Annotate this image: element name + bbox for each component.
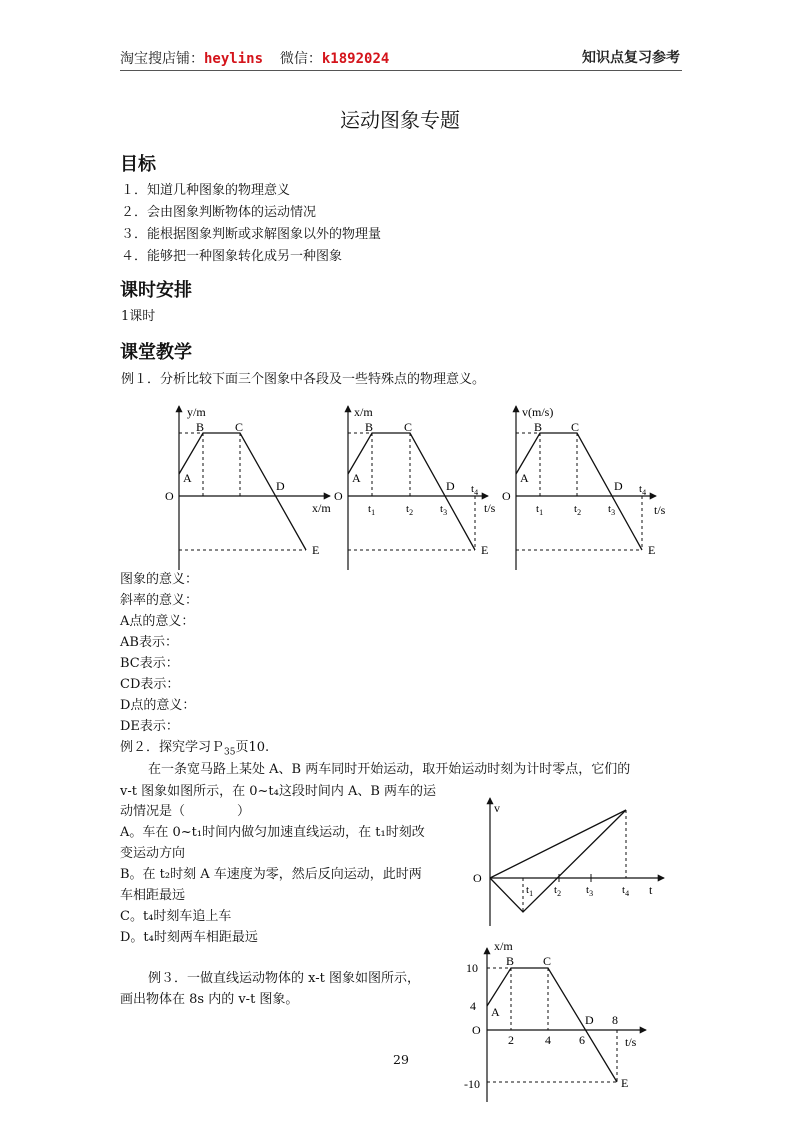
example3-graph (462, 936, 652, 1104)
question-item: AB表示： (120, 635, 178, 650)
svg-text:t/s: t/s (625, 1035, 637, 1049)
svg-text:x/m: x/m (312, 501, 331, 515)
example2-text-3: 动情况是（ ） (120, 804, 251, 819)
svg-text:C: C (235, 420, 244, 434)
example2-option-a-cont: 变运动方向 (120, 846, 186, 861)
svg-text:6: 6 (579, 1033, 585, 1047)
question-item: BC表示： (120, 656, 179, 671)
svg-text:C: C (543, 954, 552, 968)
svg-text:2: 2 (508, 1033, 514, 1047)
svg-text:t/s: t/s (484, 501, 496, 515)
svg-text:t2: $t_2$ (574, 503, 582, 517)
svg-text:y/m: y/m (187, 405, 206, 419)
svg-text:B: B (506, 954, 515, 968)
svg-text:4: 4 (545, 1033, 551, 1047)
svg-text:t4: $t_4$ (471, 483, 479, 497)
svg-text:D: D (585, 1013, 594, 1027)
schedule-text: 1课时 (121, 309, 156, 324)
svg-text:A: A (491, 1005, 500, 1019)
svg-text:t4: $t_4$ (639, 483, 647, 497)
svg-text:E: E (481, 543, 489, 557)
svg-text:O: O (165, 489, 174, 503)
svg-text:C: C (404, 420, 413, 434)
example2-option-d: D。t₄时刻两车相距最远 (120, 930, 258, 945)
svg-text:-10: -10 (464, 1077, 480, 1091)
goal-item: ２．会由图象判断物体的运动情况 (121, 205, 317, 220)
svg-text:D: D (276, 479, 285, 493)
question-item: DE表示： (120, 719, 179, 734)
svg-text:v(m/s): v(m/s) (522, 405, 554, 419)
graph-2 (334, 405, 496, 570)
svg-text:A: A (183, 471, 192, 485)
svg-text:t: t (649, 883, 653, 897)
svg-text:t2: $t_2$ (406, 503, 414, 517)
goal-item: ４．能够把一种图象转化成另一种图象 (121, 249, 343, 264)
goal-item: ３．能根据图象判断或求解图象以外的物理量 (121, 227, 382, 242)
svg-text:B: B (534, 420, 543, 434)
example3-text-2: 画出物体在 8s 内的 v-t 图象。 (120, 992, 299, 1007)
svg-text:O: O (472, 1023, 481, 1037)
question-item: D点的意义： (120, 698, 196, 713)
question-item: 斜率的意义： (120, 593, 199, 608)
schedule-heading: 课时安排 (120, 280, 192, 301)
example2-text-2: v-t 图象如图所示，在 0~t₄这段时间内 A、B 两车的运 (120, 784, 437, 799)
svg-text:E: E (648, 543, 656, 557)
example2-option-b-cont: 车相距最远 (120, 888, 186, 903)
svg-text:A: A (352, 471, 361, 485)
goals-list (121, 180, 381, 268)
example2-option-b: B。在 t₂时刻 A 车速度为零，然后反向运动，此时两 (120, 867, 422, 882)
svg-text:8: 8 (612, 1013, 618, 1027)
example2-ref: 例２．探究学习Ｐ$_{35}$页10. (120, 740, 270, 758)
svg-text:4: 4 (470, 999, 476, 1013)
svg-text:A: A (520, 471, 529, 485)
example2-option-a: A。车在 0~t₁时间内做匀加速直线运动，在 t₁时刻改 (120, 825, 425, 840)
example1-graphs (150, 398, 680, 573)
question-item: 图象的意义： (120, 572, 199, 587)
svg-text:t1: $t_1$ (368, 503, 376, 517)
goal-item: １．知道几种图象的物理意义 (121, 183, 291, 198)
svg-text:O: O (334, 489, 343, 503)
svg-text:E: E (312, 543, 320, 557)
graph-1 (165, 405, 331, 570)
header-right-label: 知识点复习参考 (582, 50, 680, 66)
example1-prompt: 例１．分析比较下面三个图象中各段及一些特殊点的物理意义。 (121, 372, 486, 387)
svg-text:t1: $t_1$ (536, 503, 544, 517)
example2-option-c: C。t₄时刻车追上车 (120, 909, 232, 924)
svg-text:v: v (494, 801, 500, 815)
svg-text:D: D (614, 479, 623, 493)
svg-text:C: C (571, 420, 580, 434)
svg-text:D: D (446, 479, 455, 493)
svg-text:t1: $t_1$ (526, 884, 534, 898)
example1-questions (120, 569, 198, 737)
page-header (120, 46, 682, 71)
svg-text:x/m: x/m (494, 939, 513, 953)
example2-graph (466, 792, 670, 932)
svg-text:O: O (502, 489, 511, 503)
question-item: A点的意义： (120, 614, 195, 629)
graph-3 (502, 405, 666, 570)
page-title: 运动图象专题 (340, 108, 460, 132)
svg-text:t3: $t_3$ (608, 503, 616, 517)
svg-text:B: B (365, 420, 374, 434)
svg-text:E: E (621, 1076, 629, 1090)
svg-text:t4: $t_4$ (622, 884, 630, 898)
question-item: CD表示： (120, 677, 180, 692)
example3-text-1: 例３．一做直线运动物体的 x-t 图象如图所示， (148, 971, 420, 986)
teaching-heading: 课堂教学 (120, 342, 192, 363)
page-number: 29 (393, 1052, 409, 1067)
svg-text:t3: $t_3$ (440, 503, 448, 517)
goals-heading: 目标 (120, 154, 156, 175)
svg-text:B: B (196, 420, 205, 434)
svg-text:t3: $t_3$ (586, 884, 594, 898)
svg-text:10: 10 (466, 961, 478, 975)
svg-text:t/s: t/s (654, 503, 666, 517)
svg-text:t2: $t_2$ (554, 884, 562, 898)
svg-text:O: O (473, 871, 482, 885)
header-shop-info: 淘宝搜店铺：heylins 微信：k1892024 (120, 51, 390, 67)
svg-text:x/m: x/m (354, 405, 373, 419)
example2-text-1: 在一条宽马路上某处 A、B 两车同时开始运动，取开始运动时刻为计时零点，它们的 (148, 762, 631, 777)
